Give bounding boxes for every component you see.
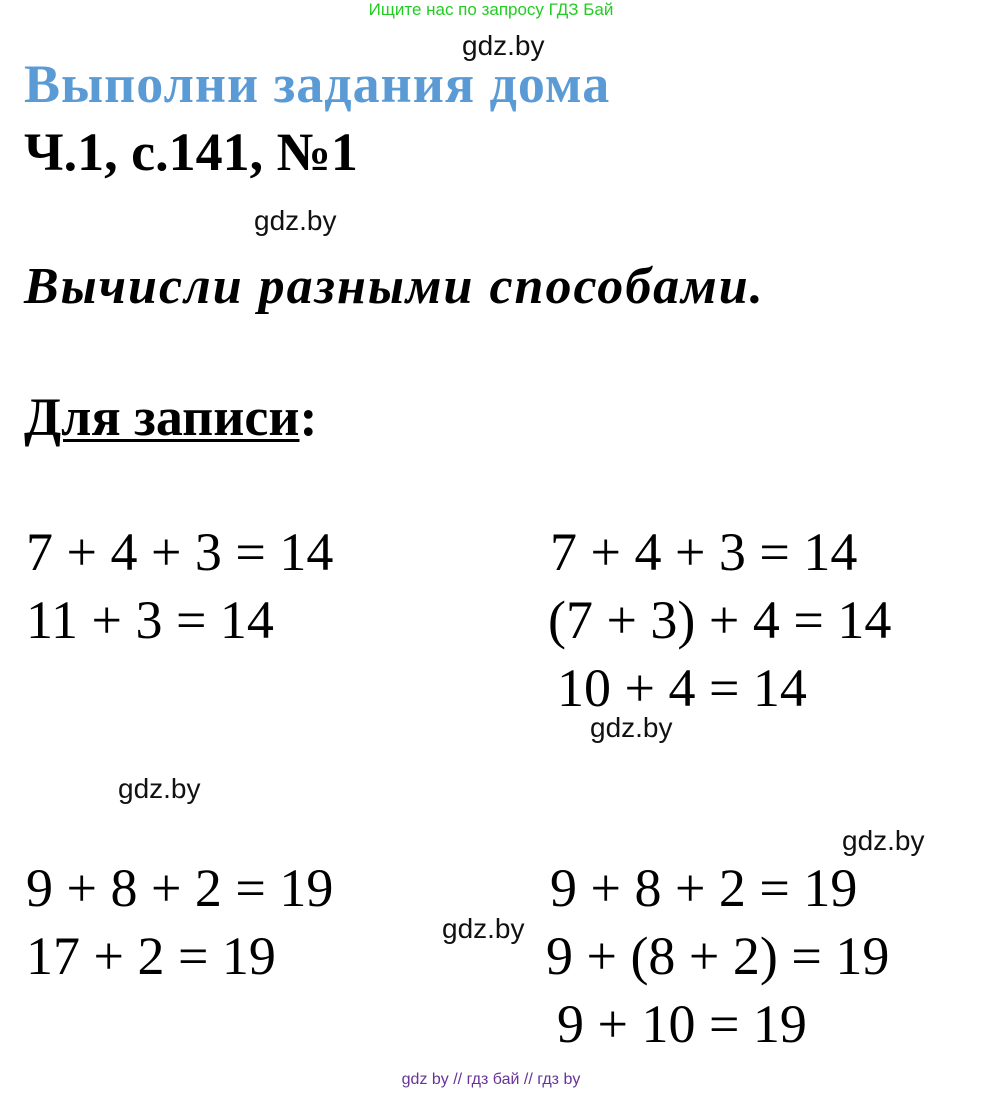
- record-label-colon: :: [299, 387, 318, 447]
- search-hint-banner: Ищите нас по запросу ГДЗ Бай: [368, 0, 614, 19]
- page-title: Выполни задания дома: [24, 54, 611, 114]
- watermark-mid-right: gdz.by: [590, 712, 673, 743]
- equation-line: 9 + (8 + 2) = 19: [546, 926, 890, 986]
- equation-line: 10 + 4 = 14: [557, 658, 807, 718]
- equation-line: 7 + 4 + 3 = 14: [550, 522, 858, 582]
- equation-line: 11 + 3 = 14: [26, 590, 274, 650]
- equation-line: 9 + 8 + 2 = 19: [550, 858, 858, 918]
- equation-line: 9 + 8 + 2 = 19: [26, 858, 334, 918]
- watermark-center: gdz.by: [442, 913, 525, 944]
- watermark-under-heading: gdz.by: [254, 205, 337, 236]
- record-label-text: Для записи: [24, 387, 300, 447]
- task-instruction: Вычисли разными способами.: [24, 258, 765, 315]
- equation-line: 17 + 2 = 19: [26, 926, 276, 986]
- equation-line: 7 + 4 + 3 = 14: [26, 522, 334, 582]
- record-label: [24, 385, 317, 449]
- equation-line: 9 + 10 = 19: [557, 994, 807, 1054]
- watermark-right: gdz.by: [842, 825, 925, 856]
- watermark-top: gdz.by: [462, 30, 545, 61]
- task-reference: Ч.1, с.141, №1: [24, 122, 358, 182]
- watermark-mid-left: gdz.by: [118, 773, 201, 804]
- footer-links: gdz by // гдз бай // гдз by: [401, 1071, 581, 1088]
- equation-line: (7 + 3) + 4 = 14: [548, 590, 892, 650]
